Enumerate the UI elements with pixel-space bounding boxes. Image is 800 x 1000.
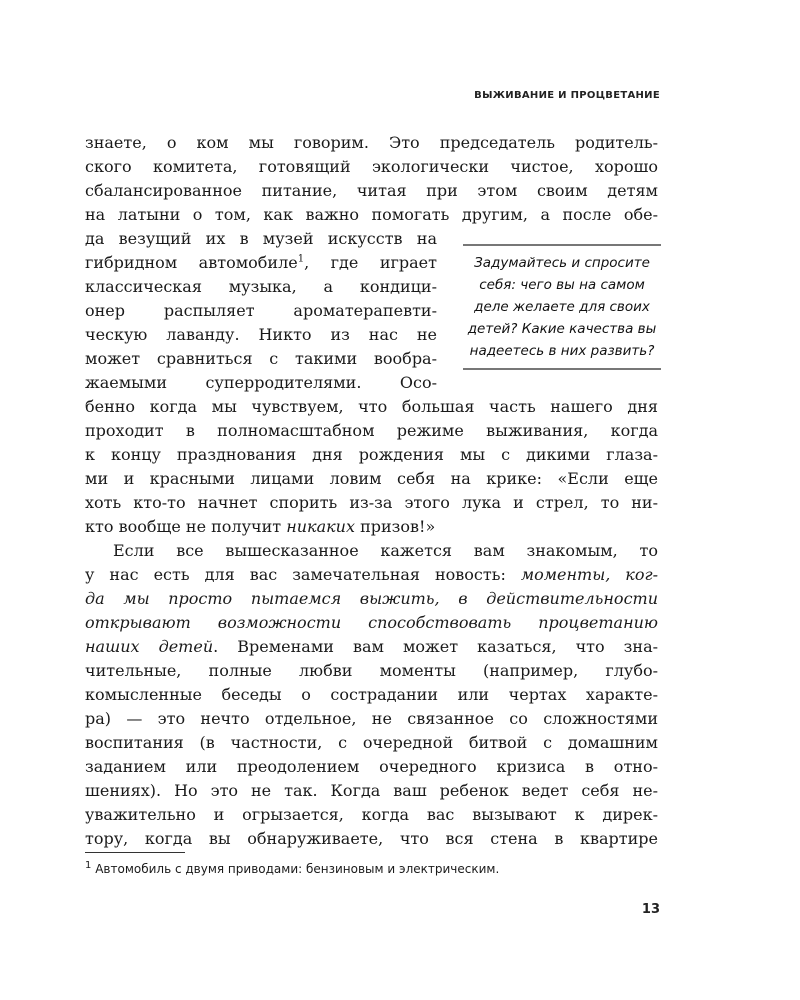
body-line [85,515,658,539]
body-line: заданием или преодолением очередного кризиса в отно- [85,757,658,776]
body-line: чительные, полные любви моменты (например, глубо- [85,661,658,680]
body-text: гибридном автомобиле [85,253,298,272]
body-line: классическая музыка, а кондици- [85,277,437,296]
body-line: уважительно и огрызается, когда вас вызывают к дирек- [85,805,658,824]
callout-line: деле желаете для своих [474,299,650,315]
body-text: , где играет [304,253,438,272]
emphasis: наших детей [85,637,214,656]
body-line: сбалансированное питание, читая при этом своим детям [85,181,658,200]
body-line: проходит в полномасштабном режиме выживания, когда [85,421,658,440]
body-text: призов!» [355,517,436,536]
body-line: знаете, о ком мы говорим. Это председатель родитель- [85,133,658,152]
body-line: тору, когда вы обнаруживаете, что вся стена в квартире [85,829,658,848]
callout-line: Задумайтесь и спросите [474,255,650,271]
body-line: комысленные беседы о сострадании или чертах характе- [85,685,658,704]
body-line: бенно когда мы чувствуем, что большая часть нашего дня [85,397,658,416]
body-line: да мы просто пытаемся выжить, в действительности [85,589,658,608]
body-line: хоть кто-то начнет спорить из-за этого лука и стрел, то ни- [85,493,658,512]
body-line: к концу празднования дня рождения мы с дикими глаза- [85,445,658,464]
footnote-text: Автомобиль с двумя приводами: бензиновым и электрическим. [95,862,500,876]
body-line: воспитания (в частности, с очередной битвой с домашним [85,733,658,752]
emphasis: моменты, ког- [520,565,658,584]
body-line: ческую лаванду. Никто из нас не [85,325,437,344]
callout-line: себя: чего вы на самом [479,277,645,293]
footnote [85,862,645,876]
body-text: у нас есть для вас замечательная новость: [85,565,521,584]
body-line: ского комитета, готовящий экологически чистое, хорошо [85,157,658,176]
body-line: да везущий их в музей искусств на [85,229,437,248]
body-line [85,635,658,659]
callout-line: детей? Какие качества вы [467,321,657,337]
emphasis: никаких [286,517,356,536]
body-line: шениях). Но это не так. Когда ваш ребенок ведет себя не- [85,781,658,800]
body-line [85,251,437,275]
running-header: ВЫЖИВАНИЕ И ПРОЦВЕТАНИЕ [474,90,660,101]
callout-line: надеетесь в них развить? [469,343,655,359]
body-line: может сравниться с такими вообра- [85,349,437,368]
body-line: онер распыляет ароматерапевти- [85,301,437,320]
footnote-divider [85,852,185,853]
sidebar-callout [463,244,661,370]
page-number: 13 [641,902,660,917]
body-line: на латыни о том, как важно помогать другим, а после обе- [85,205,658,224]
body-text: . Временами вам может казаться, что зна- [213,637,659,656]
body-line: открывают возможности способствовать процветанию [85,613,658,632]
body-line [85,563,658,587]
body-text: кто вообще не получит [85,517,287,536]
footnote-ref: 1 [297,253,305,265]
body-line: жаемыми суперродителями. Осо- [85,373,437,392]
body-line: ра) — это нечто отдельное, не связанное со сложностями [85,709,658,728]
footnote-mark: 1 [85,860,92,871]
body-line: Если все вышесказанное кажется вам знакомым, то [113,541,658,560]
body-line: ми и красными лицами ловим себя на крике: «Если еще [85,469,658,488]
